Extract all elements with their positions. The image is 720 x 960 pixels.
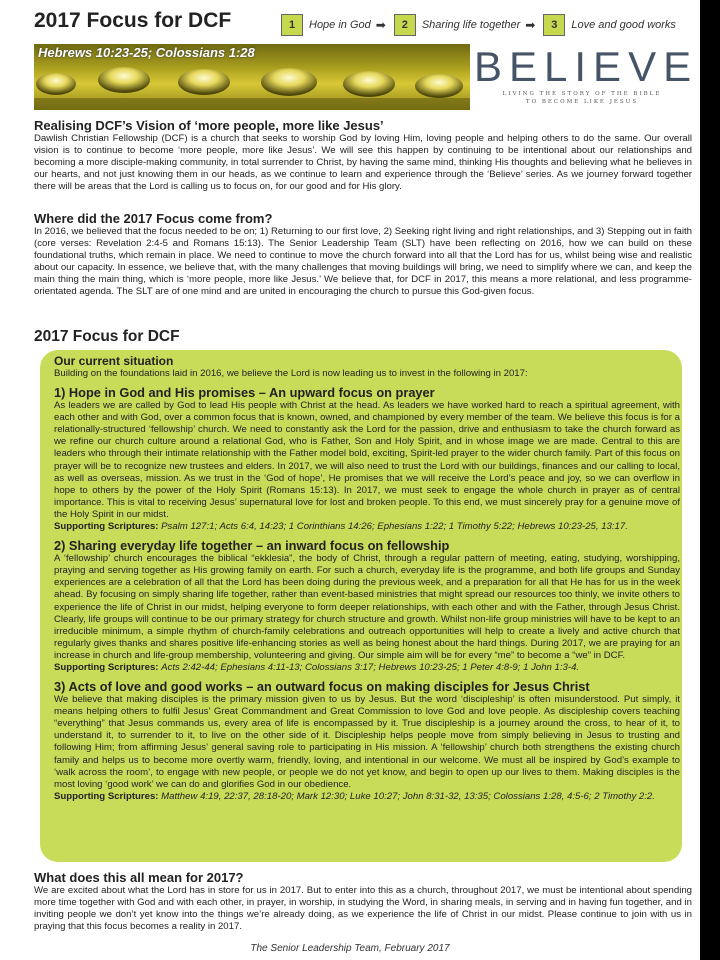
signature: The Senior Leadership Team, February 2017 bbox=[250, 943, 450, 954]
item-1-text: As leaders we are called by God to lead His people with Christ at the head. As leaders we have worked hard to reach a spiritual agreement, with each other and with God, over a common focus that is known, owned, and championed by every member of the team. We believe this focus is for a relationally-structured ‘fellowship’ church. We need to constantly ask the Lord for the passion, drive and enthusiasm to take the church forward as we refine our church culture around a relational God, who is Father, Son and Holy Spirit, and in whose image we are made. Central to this are leaders who through their intimate relationship with the Father model bold, exciting, Spirit-led prayer to the wider church family. Part of this focus on prayer will be to recognize new trustees and elders. In 2017, we will also need to trust the Lord with our buildings, finances and our calling to local, as well as overseas, mission. As we trust in the ‘God of hope’, He promises that we will receive the Lord’s peace and joy, so we can overflow in hope to others by the power of the Holy Spirit (Romans 15:13). In 2017, we must seek to engage the whole church in prayer as of central importance. This is vital to receiving Jesus’ supernatural love for lost and broken people. To this end, we must sincerely pray for a genuine move of the Holy Spirit in our midst. bbox=[54, 400, 680, 520]
verse-reference: Hebrews 10:23-25; Colossians 1:28 bbox=[38, 45, 255, 60]
origin-section bbox=[34, 211, 692, 299]
arrow-right-icon: ➡ bbox=[525, 18, 536, 32]
logo-word: BELIEVE bbox=[474, 43, 699, 90]
item-1-scriptures bbox=[54, 521, 680, 533]
vision-text: Dawlish Christian Fellowship (DCF) is a church that seeks to worship God by loving Him, loving people and helping others to do the same. Our overall vision is to continue to become ‘more people, more like Jesus’. We will see this happen by continuing to be intentional about our relationships and becoming a more disciple-making community, in total surrender to Christ, by having the same mind, thinking His thoughts and believing what he believes in our hearts, and not just knowing them in our heads, as we continue to learn and experience through the ‘Believe’ series. As we journey forward together there will be areas that the Lord is calling us to focus on, for our good and for His glory. bbox=[34, 133, 692, 193]
step-1-label: Hope in God bbox=[309, 19, 371, 31]
origin-text: In 2016, we believed that the focus needed to be on; 1) Returning to our first love, 2) Seeking right living and right relationships, and 3) Stepping out in faith (core verses: Revelation 2:4-5 and Romans 15:13). The Senior Leadership Team (SLT) have been reflecting on 2016, how we can build on these foundational truths, which remain in place. We need to continue to move the church forward into all that the Lord has for us, whilst being wise and realistic about our capacity. In essence, we believe that, with the many challenges that moving buildings will bring, we need to simplify where we can, and keep the main thing the main thing, which is ‘more people, more like Jesus.’ We believe that, for DCF in 2017, this means a more relational, and less programme-orientated agenda. The SLT are of one mind and are united in encouraging the church to pursue this God-given focus. bbox=[34, 226, 692, 298]
current-situation-heading: Our current situation bbox=[54, 354, 174, 368]
page-title: 2017 Focus for DCF bbox=[34, 9, 232, 32]
item-3-scriptures bbox=[54, 791, 680, 803]
origin-heading: Where did the 2017 Focus come from? bbox=[34, 211, 273, 226]
step-3-number: 3 bbox=[543, 14, 565, 36]
step-2-label: Sharing life together bbox=[421, 19, 521, 31]
item-3-supp-refs: Matthew 4:19, 22:37, 28:18-20; Mark 12:30; Luke 10:27; John 8:31-32, 13:35; Colossians 1:28, 4:5-6; 2 Timothy 2:2. bbox=[161, 790, 655, 802]
step-1-number: 1 bbox=[281, 14, 303, 36]
meaning-text: We are excited about what the Lord has in store for us in 2017. But to enter into this as a church, throughout 2017, we must be intentional about spending more time together with God and with each other, in prayer, in worship, in studying the Word, in sharing meals, in serving and in having fun together, and in inviting people we don’t yet know into the things we’re already doing, as we experience the life of Christ in our midst. Please continue to join with us in praying that this focus becomes a reality in 2017. bbox=[34, 885, 692, 933]
item-2-text: A ‘fellowship’ church encourages the biblical “ekklesia”, the body of Christ, through a regular pattern of meeting, eating, studying, worshipping, praying and serving together as His growing family on earth. For such a church, everyday life is the programme, and both life groups and Sunday experiences are a celebration of all that the Lord has been doing during the previous week, and a preparation for all that He has for us in the week ahead. By focusing on simply sharing life together, rather than event-based ministries that might spread our resources too thinly, we invite others to experience the life of Christ in our midst, helping everyone to form deeper relationships, with each other and with the Father, through Jesus Christ. Clearly, life groups will continue to be our primary strategy for church structure and growth. Whilst non-life group ministries will have to be kept to an irreducible minimum, a simple rhythm of church-family celebrations and outreach opportunities will help to create a lively and active church that regularly gives thanks and shares positive life-enhancing stories as well as being honest about the hard things. During 2017, we are praying for an increase in church and life-group membership, volunteering and giving. Our simple aim will be for every “me” to become a “we” in DCF. bbox=[54, 553, 680, 661]
item-2-heading: 2) Sharing everyday life together – an inward focus on fellowship bbox=[54, 538, 450, 554]
meaning-heading: What does this all mean for 2017? bbox=[34, 870, 244, 885]
meaning-section bbox=[34, 870, 692, 933]
item-2-supp-refs: Acts 2:42-44; Ephesians 4:11-13; Colossians 3:17; Hebrews 10:23-25; 1 Peter 4:8-9; 1 John 1:3-4. bbox=[161, 661, 580, 673]
focus-steps bbox=[281, 14, 676, 36]
focus-box bbox=[40, 350, 682, 862]
item-3-text: We believe that making disciples is the primary mission given to us by Jesus. But the word ‘discipleship’ is often misunderstood. Put simply, it means helping others to fulfil Jesus’ Great Commandment and Great Commission to love God and love people. As discipleship covers teaching “everything” that Jesus commands us, every area of life is encompassed by it. True discipleship is a journey around the cross, to hear of it, to understand it, to surrender to it, to live on the other side of it. Discipleship helps people move from simply believing in Jesus to trusting and following Him; from affirming Jesus’ general saving role to participating in His mission. A ‘fellowship’ church both strengthens the existing church family and helps us to become more overtly warm, friendly, loving, and intentional in our welcome. We must all be inspired by God’s example to ‘walk across the room’, to engage with new people, or people we do not yet know, and begin to open up our lives to them. Making disciples is the most loving ‘good work’ we can do and glorifies God in our obedience. bbox=[54, 694, 680, 790]
current-situation-text: Building on the foundations laid in 2016, we believe the Lord is now leading us to invest in the following in 2017: bbox=[54, 368, 528, 379]
item-1-supp-refs: Psalm 127:1; Acts 6:4, 14:23; 1 Corinthians 14:26; Ephesians 1:22; 1 Timothy 5:22; Hebrews 10:23-25, 13:17. bbox=[161, 521, 628, 533]
item-3-heading: 3) Acts of love and good works – an outward focus on making disciples for Jesus Christ bbox=[54, 679, 590, 695]
vision-section bbox=[34, 118, 692, 193]
item-3-supp-label: Supporting Scriptures: bbox=[54, 790, 159, 802]
focus-heading-wrap bbox=[34, 328, 692, 346]
vision-heading: Realising DCF’s Vision of ‘more people, more like Jesus’ bbox=[34, 118, 384, 133]
item-2-supp-label: Supporting Scriptures: bbox=[54, 661, 159, 673]
item-2-scriptures bbox=[54, 662, 680, 674]
believe-logo bbox=[474, 43, 699, 106]
arrow-right-icon: ➡ bbox=[375, 18, 386, 32]
focus-heading: 2017 Focus for DCF bbox=[34, 328, 180, 345]
step-2-number: 2 bbox=[394, 14, 416, 36]
item-1-supp-label: Supporting Scriptures: bbox=[54, 521, 159, 533]
item-1-heading: 1) Hope in God and His promises – An upward focus on prayer bbox=[54, 385, 435, 401]
header-banner-image bbox=[34, 44, 470, 110]
logo-subtitle-2: TO BECOME LIKE JESUS bbox=[525, 99, 639, 105]
step-3-label: Love and good works bbox=[571, 19, 676, 31]
logo-subtitle-1: LIVING THE STORY OF THE BIBLE bbox=[502, 91, 662, 97]
